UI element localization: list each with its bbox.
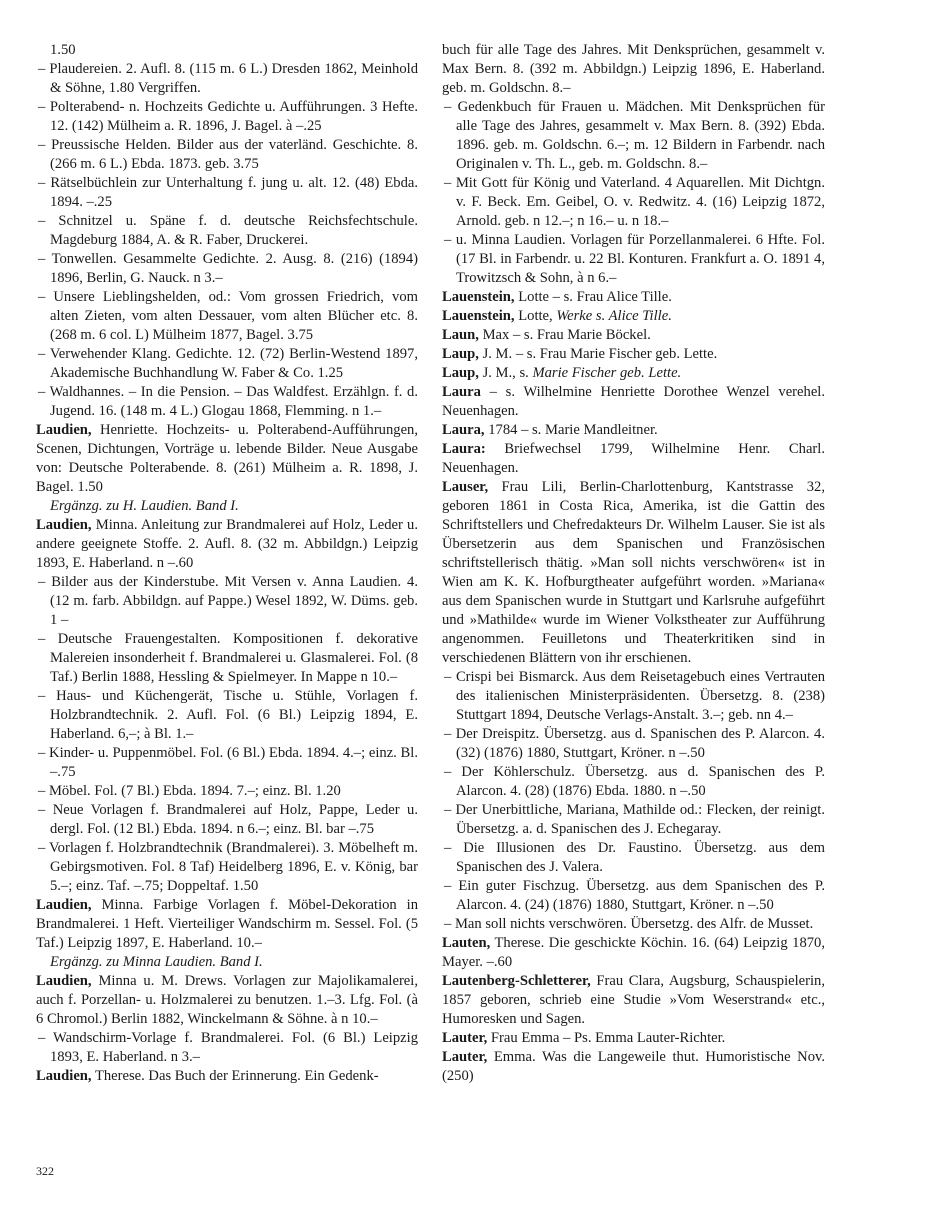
entry-text: Henriette. Hochzeits- u. Polterabend-Aufführungen, Scenen, Dichtungen, Vorträge u. lebende Bilder. Neue Ausgabe von: Deutsche Polterabende. 8. (261) Mülheim a. R. 1898, J. Bagel. 1.50 [36, 422, 418, 495]
entry-author: Lauenstein, [442, 308, 515, 324]
entry-text: Therese. Das Buch der Erinnerung. Ein Gedenk- [91, 1068, 379, 1084]
entry-author: Laura, [442, 422, 485, 438]
bibliography-entry [36, 421, 418, 497]
bibliography-entry [442, 345, 825, 364]
sub-entry: – Wandschirm-Vorlage f. Brandmalerei. Fol. (6 Bl.) Leipzig 1893, E. Haberland. n 3.– [38, 1030, 418, 1065]
sub-entry: – Möbel. Fol. (7 Bl.) Ebda. 1894. 7.–; einz. Bl. 1.20 [38, 783, 341, 799]
sub-entry: – Vorlagen f. Holzbrandtechnik (Brandmalerei). 3. Möbelheft m. Gebirgsmotiven. Fol. 8 Taf) Heidelberg 1896, E. v. König, bar 5.–; einz. Taf. –.75; Doppeltaf. 1.50 [38, 840, 418, 894]
sub-entry: – Der Dreispitz. Übersetzg. aus d. Spanischen des P. Alarcon. 4. (32) (1876) 1880, Stuttgart, Kröner. n –.50 [444, 726, 825, 761]
entry-text: Minna. Farbige Vorlagen f. Möbel-Dekoration in Brandmalerei. 1 Heft. Vierteiliger Wandschirm m. Sessel. Fol. (5 Taf.) Leipzig 1897, E. Haberland. 10.– [36, 897, 418, 951]
sub-entry: – Neue Vorlagen f. Brandmalerei auf Holz, Pappe, Leder u. dergl. Fol. (12 Bl.) Ebda. 1894. n 6.–; einz. Bl. bar –.75 [38, 802, 418, 837]
entry-text: Therese. Die geschickte Köchin. 16. (64) Leipzig 1870, Mayer. –.60 [442, 935, 825, 970]
entry-cross-reference: Marie Fischer geb. Lette. [532, 365, 682, 381]
entry-text: Frau Lili, Berlin-Charlottenburg, Kantstrasse 32, geboren 1861 in Costa Rica, Amerika, ist die Gattin des Schriftstellers und Chefredakteurs Dr. Wilhelm Lauser. Sie ist als Übersetzerin aus dem Spanischen und Französischen schriftstellerisch thätig. »Man soll nichts verschwören« ist in Wien am K. K. Hofburgtheater aufgeführt worden. »Mariana« aus dem Spanischen wurde in Stuttgart und Karlsruhe aufgeführt und »Mathilde« wurde im Wiener Volkstheater zur Aufführung angenommen. Feuilletons und Theaterkritiken sind in verschiedenen Blättern von ihr erschienen. [442, 479, 825, 666]
sub-entry: – Mit Gott für König und Vaterland. 4 Aquarellen. Mit Dichtgn. v. F. Beck. Em. Geibel, O. v. Redwitz. 4. (16) Leipzig 1872, Arnold. geb. n 12.–; n 16.– u. n 18.– [444, 175, 825, 229]
bibliography-entry [442, 326, 825, 345]
bibliography-entry [442, 307, 825, 326]
entry-author: Laup, [442, 346, 479, 362]
entry-text: J. M., s. [478, 365, 533, 381]
entry-author: Laudien, [36, 422, 92, 438]
sub-entry: – Haus- und Küchengerät, Tische u. Stühle, Vorlagen f. Holzbrandtechnik. 2. Aufl. Fol. (6 Bl.) Leipzig 1894, E. Haberland. 6,–; à Bl. 1.– [38, 688, 418, 742]
sub-entry: – u. Minna Laudien. Vorlagen für Porzellanmalerei. 6 Hfte. Fol. (17 Bl. in Farbendr. u. 22 Bl. Konturen. Frankfurt a. O. 1891 4, Trowitzsch & Sohn, à n 6.– [444, 232, 825, 286]
entry-text: Lotte, [514, 308, 557, 324]
bibliography-entry [36, 972, 418, 1029]
entry-author: Laudien, [36, 1068, 92, 1084]
entry-author: Lauter, [442, 1030, 488, 1046]
entry-continuation: buch für alle Tage des Jahres. Mit Denksprüchen, gesammelt v. Max Bern. 8. (392 m. Abbildgn.) Leipzig 1896, E. Haberland. geb. m. Goldschn. 8.– [442, 42, 825, 96]
sub-entry: – Unsere Lieblingshelden, od.: Vom grossen Friedrich, vom alten Zieten, vom alten Dessauer, vom alten Blücher etc. 8. (268 m. 6 col. L) Mülheim 1877, Bagel. 3.75 [38, 289, 418, 343]
bibliography-entry [442, 364, 825, 383]
bibliography-entry [36, 896, 418, 953]
entry-continuation: 1.50 [50, 42, 76, 58]
entry-author: Laun, [442, 327, 479, 343]
entry-text: Briefwechsel 1799, Wilhelmine Henr. Charl. Neuenhagen. [442, 441, 825, 476]
entry-text: Max – s. Frau Marie Böckel. [478, 327, 651, 343]
entry-author: Laudien, [36, 973, 92, 989]
entry-text: J. M. – s. Frau Marie Fischer geb. Lette. [478, 346, 718, 362]
sub-entry: – Verwehender Klang. Gedichte. 12. (72) Berlin-Westend 1897, Akademische Buchhandlung W. Faber & Co. 1.25 [38, 346, 418, 381]
sub-entry: – Die Illusionen des Dr. Faustino. Übersetzg. aus dem Spanischen des J. Valera. [444, 840, 825, 875]
bibliography-entry [442, 1048, 825, 1086]
entry-author: Laudien, [36, 517, 92, 533]
entry-text: Frau Emma – Ps. Emma Lauter-Richter. [487, 1030, 726, 1046]
entry-text: Minna. Anleitung zur Brandmalerei auf Holz, Leder u. andere geeignete Stoffe. 2. Aufl. 8. (32 m. Abbildgn.) Leipzig 1893, E. Haberland. n –.60 [36, 517, 418, 571]
entry-author: Lautenberg-Schletterer, [442, 973, 591, 989]
entry-text: 1784 – s. Marie Mandleitner. [484, 422, 658, 438]
bibliography-entry [36, 516, 418, 573]
bibliography-entry [442, 440, 825, 478]
entry-text: Minna u. M. Drews. Vorlagen zur Majolikamalerei, auch f. Porzellan- u. Holzmalerei zu benutzen. 1.–3. Lfg. Fol. (à 6 Chromol.) Berlin 1882, Winckelmann & Söhne. à n 10.– [36, 973, 418, 1027]
entry-author: Laura: [442, 441, 486, 457]
sub-entry: – Kinder- u. Puppenmöbel. Fol. (6 Bl.) Ebda. 1894. 4.–; einz. Bl. –.75 [38, 745, 418, 780]
entry-author: Laup, [442, 365, 479, 381]
entry-text: Lotte – s. Frau Alice Tille. [514, 289, 672, 305]
sub-entry: – Schnitzel u. Späne f. d. deutsche Reichsfechtschule. Magdeburg 1884, A. & R. Faber, Druckerei. [38, 213, 418, 248]
sub-entry: – Man soll nichts verschwören. Übersetzg. des Alfr. de Musset. [444, 916, 814, 932]
sub-entry: – Waldhannes. – In die Pension. – Das Waldfest. Erzählgn. f. d. Jugend. 16. (148 m. 4 L.) Glogau 1868, Flemming. n 1.– [38, 384, 418, 419]
bibliography-entry [442, 478, 825, 668]
entry-author: Lauter, [442, 1049, 488, 1065]
left-column [36, 41, 418, 1086]
entry-text: Emma. Was die Langeweile thut. Humoristische Nov. (250) [442, 1049, 825, 1084]
bibliography-entry [36, 1067, 418, 1086]
entry-author: Laudien, [36, 897, 92, 913]
sub-entry: – Deutsche Frauengestalten. Kompositionen f. dekorative Malereien insonderheit f. Brandmalerei u. Glasmalerei. Fol. (8 Taf.) Berlin 1888, Hessling & Spielmeyer. In Mappe n 10.– [38, 631, 418, 685]
bibliography-entry [442, 383, 825, 421]
sub-entry: – Gedenkbuch für Frauen u. Mädchen. Mit Denksprüchen für alle Tage des Jahres, gesammelt v. Max Bern. 8. (392) Ebda. 1896. geb. m. Goldschn. 6.–; m. 12 Bildern in Farbendr. nach Originalen v. Th. L., geb. m. Goldschn. 8.– [444, 99, 825, 172]
bibliography-entry [442, 1029, 825, 1048]
entry-author: Lauenstein, [442, 289, 515, 305]
bibliography-entry [442, 934, 825, 972]
bibliography-entry [442, 288, 825, 307]
right-column [442, 41, 825, 1086]
sub-entry: – Crispi bei Bismarck. Aus dem Reisetagebuch eines Vertrauten des italienischen Ministerpräsidenten. Übersetzg. 8. (238) Stuttgart 1894, Deutsche Verlags-Anstalt. 3.–; geb. nn 4.– [444, 669, 825, 723]
sub-entry: – Tonwellen. Gesammelte Gedichte. 2. Ausg. 8. (216) (1894) 1896, Berlin, G. Nauck. n 3.– [38, 251, 418, 286]
entry-author: Lauser, [442, 479, 489, 495]
entry-text: Frau Clara, Augsburg, Schauspielerin, 1857 geboren, schrieb eine Studie »Vom Weserstrand« etc., Humoresken und Sagen. [442, 973, 825, 1027]
sub-entry: – Plaudereien. 2. Aufl. 8. (115 m. 6 L.) Dresden 1862, Meinhold & Söhne, 1.80 Vergriffen. [38, 61, 418, 96]
entry-cross-reference: Werke s. Alice Tille. [556, 308, 672, 324]
sub-entry: – Preussische Helden. Bilder aus der vaterländ. Geschichte. 8. (266 m. 6 L.) Ebda. 1873. geb. 3.75 [38, 137, 418, 172]
sub-entry: – Der Unerbittliche, Mariana, Mathilde od.: Flecken, der reinigt. Übersetzg. a. d. Spanischen des J. Echegaray. [444, 802, 825, 837]
supplement-note: Ergänzg. zu Minna Laudien. Band I. [50, 954, 263, 970]
entry-author: Laura [442, 384, 481, 400]
bibliography-entry [442, 421, 825, 440]
sub-entry: – Ein guter Fischzug. Übersetzg. aus dem Spanischen des P. Alarcon. 4. (24) (1876) 1880, Stuttgart, Kröner. n –.50 [444, 878, 825, 913]
sub-entry: – Rätselbüchlein zur Unterhaltung f. jung u. alt. 12. (48) Ebda. 1894. –.25 [38, 175, 418, 210]
bibliography-entry [442, 972, 825, 1029]
entry-text: – s. Wilhelmine Henriette Dorothee Wenzel verehel. Neuenhagen. [442, 384, 825, 419]
supplement-note: Ergänzg. zu H. Laudien. Band I. [50, 498, 239, 514]
sub-entry: – Bilder aus der Kinderstube. Mit Versen v. Anna Laudien. 4. (12 m. farb. Abbildgn. auf Pappe.) Wesel 1892, W. Düms. geb. 1 – [38, 574, 418, 628]
page-number: 322 [36, 1164, 54, 1178]
sub-entry: – Polterabend- n. Hochzeits Gedichte u. Aufführungen. 3 Hefte. 12. (142) Mülheim a. R. 1896, J. Bagel. à –.25 [38, 99, 418, 134]
entry-author: Lauten, [442, 935, 491, 951]
sub-entry: – Der Köhlerschulz. Übersetzg. aus d. Spanischen des P. Alarcon. 4. (28) (1876) Ebda. 1880. n –.50 [444, 764, 825, 799]
